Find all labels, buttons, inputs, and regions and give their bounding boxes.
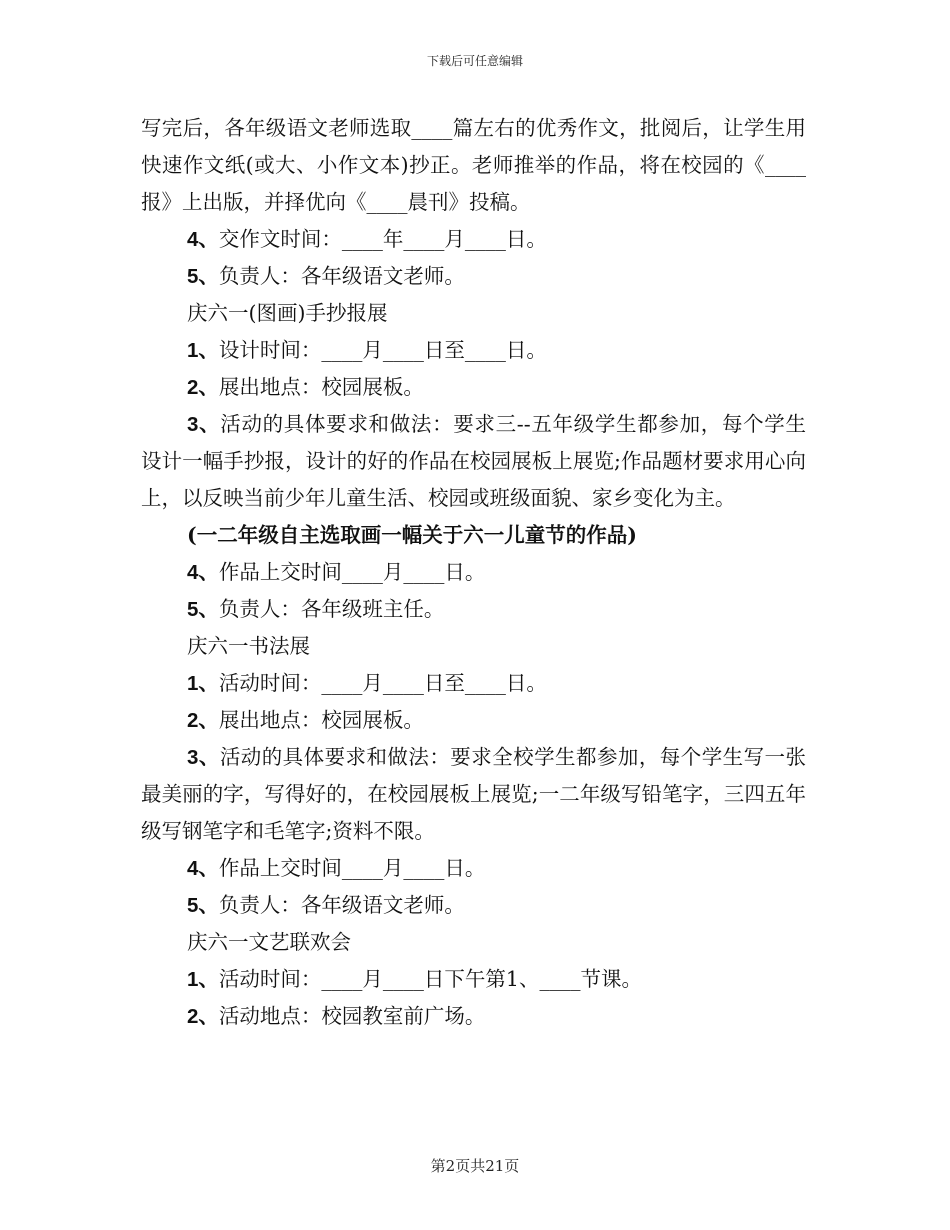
item-number: 5、 (187, 598, 219, 621)
list-item: 2、展出地点：校园展板。 (187, 375, 424, 399)
item-number: 3、 (187, 746, 220, 769)
page-footer: 第2页共21页 (430, 1157, 520, 1175)
list-item: 3、活动的具体要求和做法：要求全校学生都参加，每个学生写一张最美丽的字，写得好的，在校园展板上展览;一二年级写铅笔字，三四五年级写钢笔字和毛笔字;资料不限。 (141, 745, 807, 843)
item-number: 4、 (187, 561, 219, 584)
list-item: 5、负责人：各年级班主任。 (187, 597, 445, 621)
item-number: 5、 (187, 265, 219, 288)
item-number: 1、 (187, 968, 219, 991)
section-title-gala: 庆六一文艺联欢会 (187, 930, 351, 954)
list-item: 1、活动时间：____月____日至____日。 (187, 671, 547, 695)
item-number: 4、 (187, 228, 219, 251)
section-title-calligraphy: 庆六一书法展 (187, 634, 310, 658)
list-item: 4、交作文时间：____年____月____日。 (187, 227, 547, 251)
list-item: 4、作品上交时间____月____日。 (187, 856, 486, 880)
list-item: 1、活动时间：____月____日下午第1、____节课。 (187, 967, 642, 991)
list-item: 2、展出地点：校园展板。 (187, 708, 424, 732)
item-number: 3、 (187, 413, 221, 436)
item-number: 1、 (187, 672, 219, 695)
item-number: 1、 (187, 339, 219, 362)
list-item: 2、活动地点：校园教室前广场。 (187, 1004, 486, 1028)
list-item: 1、设计时间：____月____日至____日。 (187, 338, 547, 362)
item-number: 2、 (187, 1005, 219, 1028)
document-body (141, 110, 806, 1035)
page-header: 下载后可任意编辑 (426, 54, 523, 68)
item-number: 2、 (187, 376, 219, 399)
item-number: 5、 (187, 894, 219, 917)
list-item: 5、负责人：各年级语文老师。 (187, 893, 465, 917)
list-item: 3、活动的具体要求和做法：要求三--五年级学生都参加，每个学生设计一幅手抄报，设计的好的作品在校园展板上展览;作品题材要求用心向上，以反映当前少年儿童生活、校园或班级面貌、家乡变化为主。 (141, 412, 806, 510)
item-number: 2、 (187, 709, 219, 732)
note-grade-one-two: (一二年级自主选取画一幅关于六一儿童节的作品) (187, 523, 637, 547)
paragraph-essay-selection: 写完后，各年级语文老师选取____篇左右的优秀作文，批阅后，让学生用快速作文纸(或大、小作文本)抄正。老师推举的作品，将在校园的《____报》上出版，并择优向《____晨刊》投稿。 (141, 116, 806, 214)
list-item: 4、作品上交时间____月____日。 (187, 560, 486, 584)
item-number: 4、 (187, 857, 219, 880)
section-title-handwritten-newspaper: 庆六一(图画)手抄报展 (187, 301, 388, 325)
list-item: 5、负责人：各年级语文老师。 (187, 264, 465, 288)
